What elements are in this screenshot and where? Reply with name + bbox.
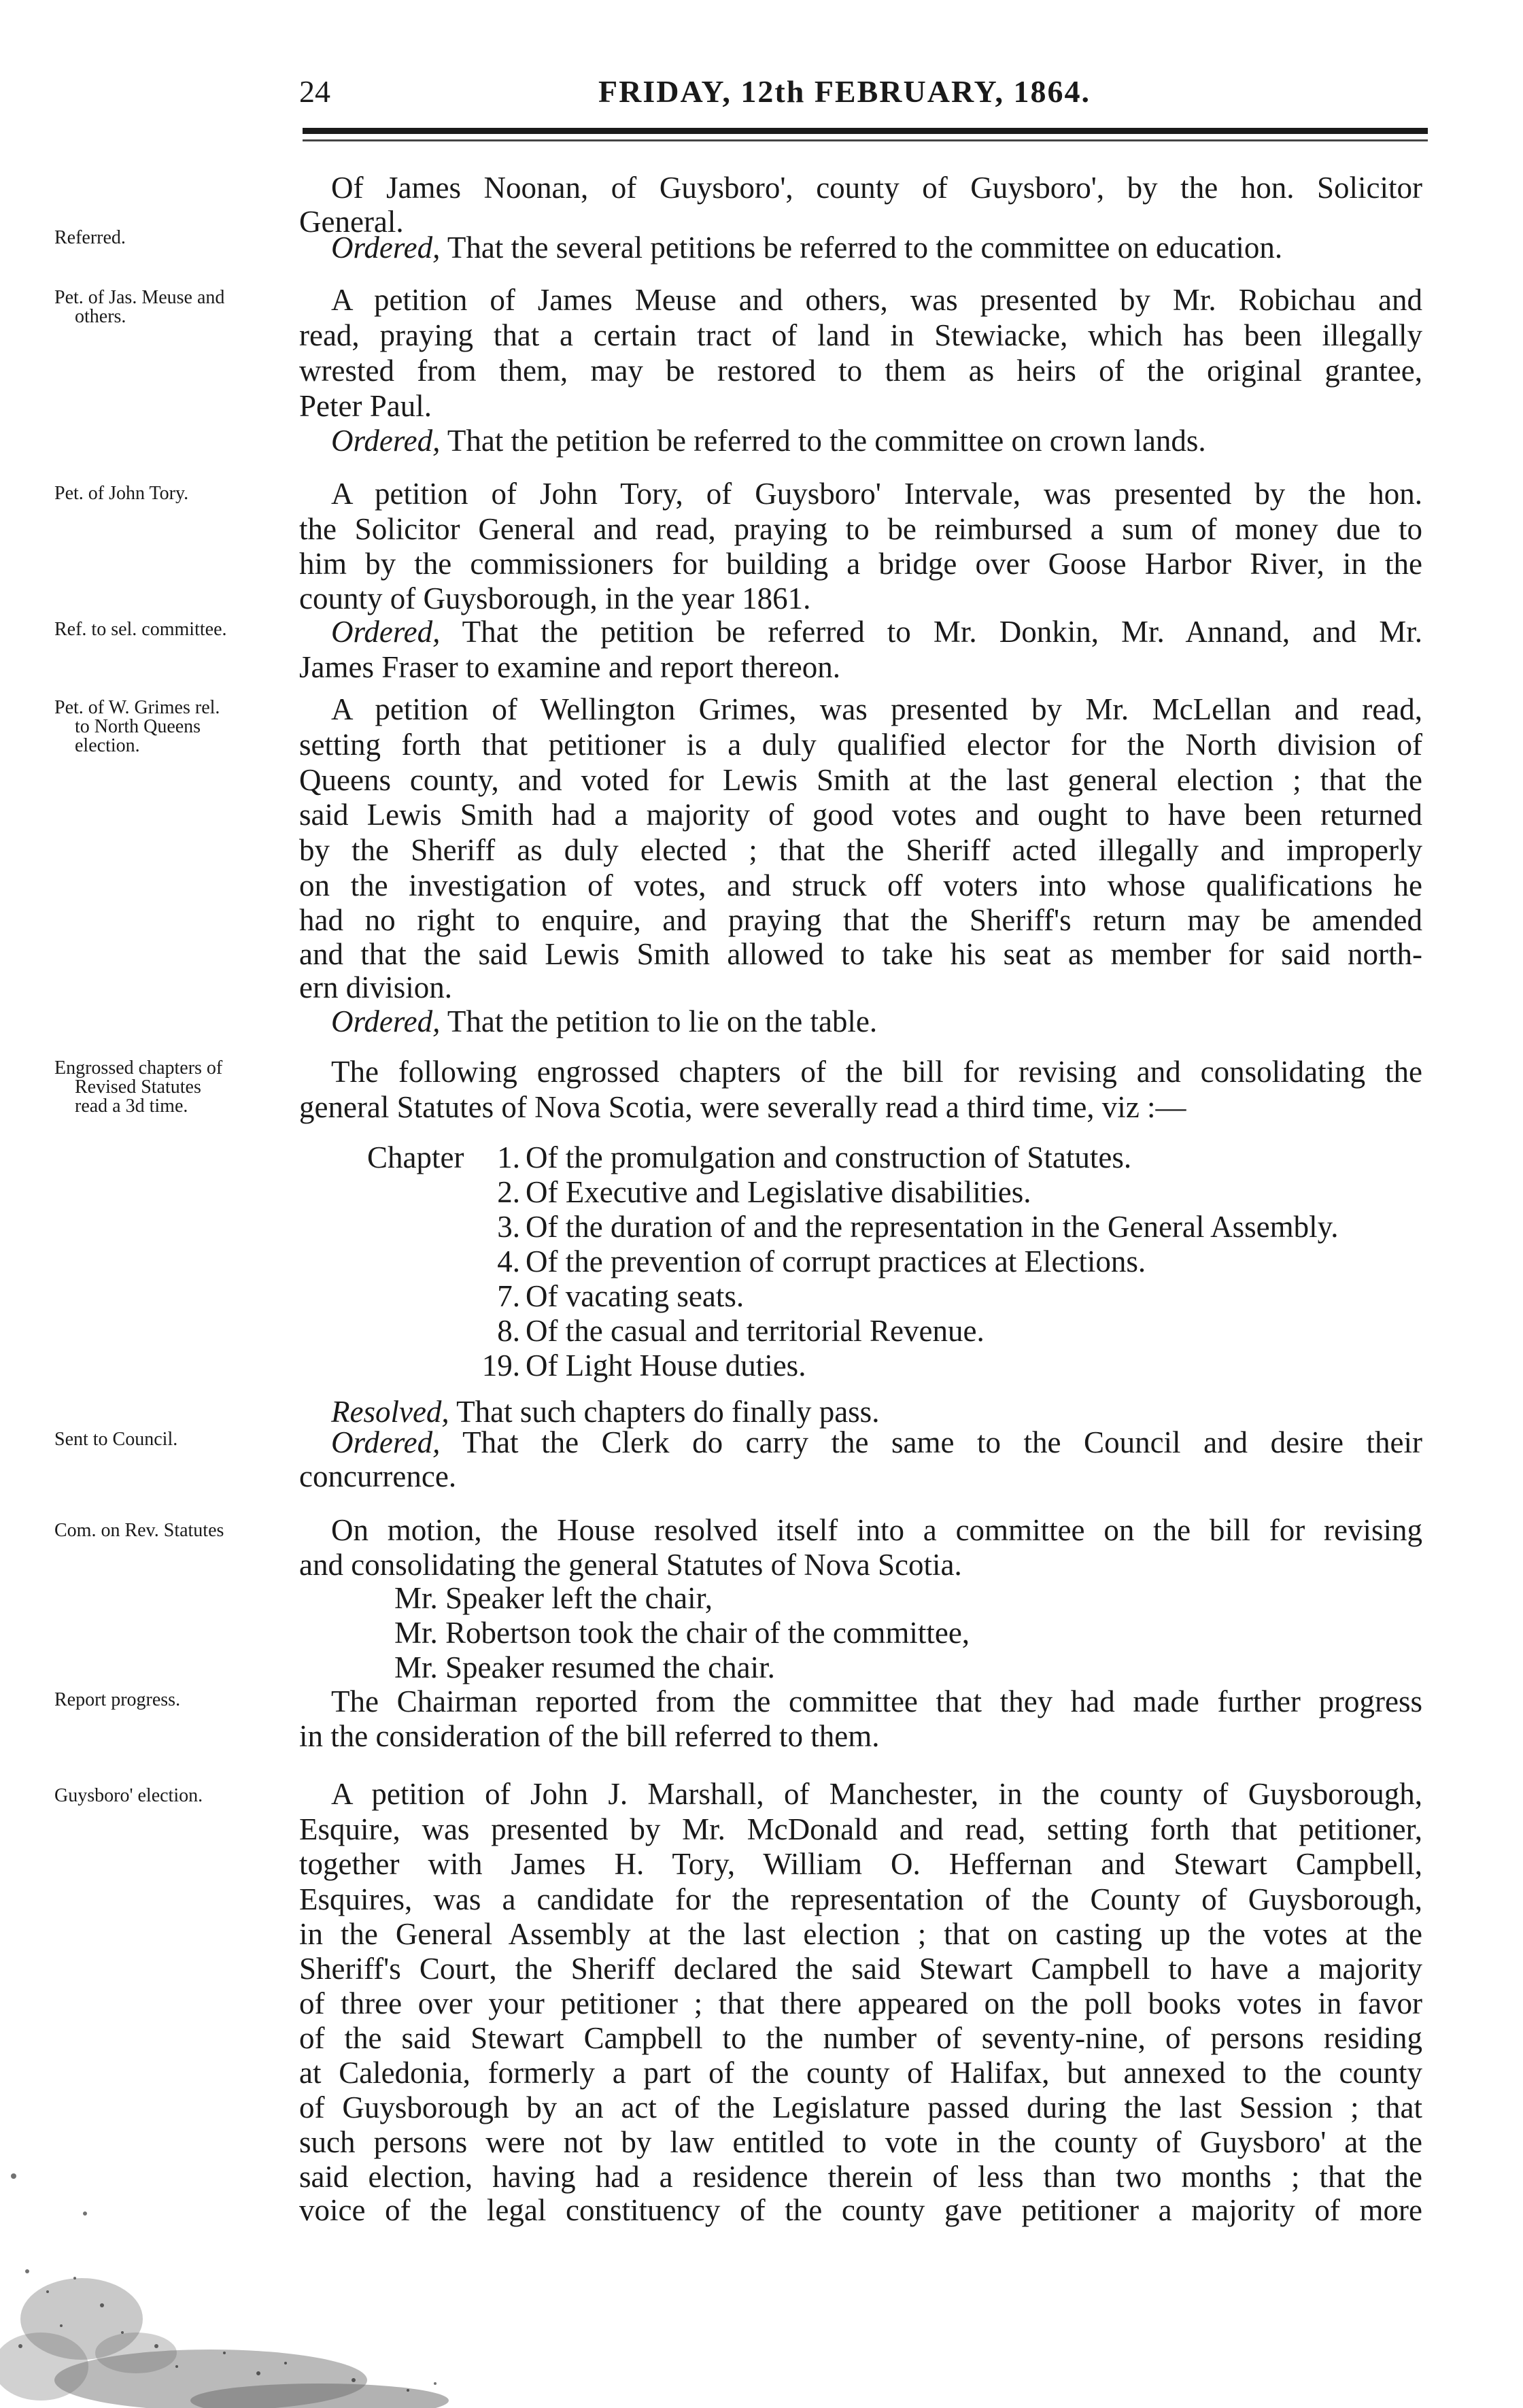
ordered-line <box>331 423 1422 458</box>
text-line: him by the commissioners for building a bridge over Goose Harbor River, in the <box>299 547 1422 581</box>
page-header <box>299 73 1424 128</box>
text-line: had no right to enquire, and praying that the Sheriff's return may be amended <box>299 903 1422 937</box>
text-line: said election, having had a residence therein of less than two months ; that the <box>299 2160 1422 2194</box>
margin-note <box>54 1786 299 1805</box>
text-line: together with James H. Tory, William O. Heffernan and Stewart Campbell, <box>299 1847 1422 1881</box>
margin-note-line: Com. on Rev. Statutes <box>54 1520 224 1541</box>
text-line: General. <box>299 205 404 239</box>
ordered-line <box>331 1425 1422 1460</box>
text-line: Queens county, and voted for Lewis Smith at the last general election ; that the <box>299 763 1422 797</box>
text-line: The Chairman reported from the committee that they had made further progress <box>331 1684 1422 1718</box>
margin-note-line: Engrossed chapters of <box>54 1057 223 1079</box>
ordered-word: Ordered, <box>331 424 441 458</box>
text-line: A petition of John J. Marshall, of Manchester, in the county of Guysborough, <box>331 1777 1422 1811</box>
ordered-line <box>331 614 1422 649</box>
page-number: 24 <box>299 74 330 109</box>
chapter-number: 2. <box>497 1175 520 1209</box>
chapter-title: Of Light House duties. <box>526 1349 806 1383</box>
margin-note-line: to North Queens <box>75 716 201 737</box>
text-line: A petition of John Tory, of Guysboro' Intervale, was presented by the hon. <box>331 477 1422 511</box>
margin-note <box>54 698 299 756</box>
text-line: on the investigation of votes, and struck off voters into whose qualifications he <box>299 868 1422 902</box>
ordered-text: That the petition be referred to the committee on crown lands. <box>440 424 1206 458</box>
ordered-line <box>331 1004 1422 1039</box>
ordered-text: That the Clerk do carry the same to the Council and desire their <box>440 1425 1422 1459</box>
text-line: wrested from them, may be restored to them as heirs of the original grantee, <box>299 354 1422 388</box>
chapter-title: Of the promulgation and construction of Statutes. <box>526 1140 1132 1174</box>
text-line: James Fraser to examine and report thereon. <box>299 650 840 684</box>
chapter-label: Chapter <box>367 1140 464 1174</box>
chapter-title: Of Executive and Legislative disabilities. <box>526 1175 1031 1209</box>
ordered-word: Ordered, <box>331 1425 441 1459</box>
text-line: in the consideration of the bill referred to them. <box>299 1719 880 1753</box>
text-line: Esquires, was a candidate for the representation of the County of Guysborough, <box>299 1882 1422 1916</box>
text-line: of Guysborough by an act of the Legislature passed during the last Session ; that <box>299 2090 1422 2124</box>
text-line: ern division. <box>299 970 452 1004</box>
margin-note-line: Pet. of Jas. Meuse and <box>54 287 225 308</box>
margin-note <box>54 288 299 326</box>
text-line: concurrence. <box>299 1459 457 1493</box>
chapter-title: Of the duration of and the representation in the General Assembly. <box>526 1210 1339 1244</box>
margin-note-line: Referred. <box>54 227 126 248</box>
ordered-word: Ordered, <box>331 231 441 265</box>
text-line: said Lewis Smith had a majority of good votes and ought to have been returned <box>299 798 1422 832</box>
text-line: by the Sheriff as duly elected ; that the Sheriff acted illegally and improperly <box>299 833 1422 867</box>
text-line: of the said Stewart Campbell to the number of seventy-nine, of persons residing <box>299 2021 1422 2055</box>
resolved-text: That such chapters do finally pass. <box>449 1395 880 1429</box>
text-line: county of Guysborough, in the year 1861. <box>299 581 811 615</box>
ordered-line <box>331 230 1422 265</box>
margin-note-line: Ref. to sel. committee. <box>54 619 227 640</box>
speaker-line: Mr. Speaker left the chair, <box>394 1581 713 1615</box>
ordered-word: Ordered, <box>331 615 441 649</box>
margin-note-line: Report progress. <box>54 1689 181 1710</box>
margin-note-line: Guysboro' election. <box>54 1785 203 1806</box>
chapter-number: 19. <box>481 1349 520 1383</box>
text-line: setting forth that petitioner is a duly qualified elector for the North division of <box>299 728 1422 762</box>
text-line: and consolidating the general Statutes of Nova Scotia. <box>299 1548 962 1582</box>
margin-note-line: election. <box>75 735 140 756</box>
text-line: On motion, the House resolved itself into a committee on the bill for revising <box>331 1513 1422 1547</box>
margin-note <box>54 1521 299 1540</box>
ordered-text: That the several petitions be referred to the committee on education. <box>440 231 1283 265</box>
chapter-title: Of vacating seats. <box>526 1279 745 1313</box>
ordered-text: That the petition be referred to Mr. Donkin, Mr. Annand, and Mr. <box>440 615 1422 649</box>
speaker-line: Mr. Robertson took the chair of the committee, <box>394 1616 970 1650</box>
text-line: general Statutes of Nova Scotia, were severally read a third time, viz :— <box>299 1090 1186 1124</box>
margin-note <box>54 1691 299 1710</box>
margin-note-line: Revised Statutes <box>75 1076 201 1098</box>
margin-note-line: read a 3d time. <box>75 1096 188 1117</box>
chapter-number: 4. <box>497 1244 520 1278</box>
margin-note <box>54 1059 299 1116</box>
ordered-text: That the petition to lie on the table. <box>440 1004 878 1038</box>
header-rule <box>303 128 1428 134</box>
margin-note <box>54 620 299 639</box>
text-line: such persons were not by law entitled to vote in the county of Guysboro' at the <box>299 2125 1422 2159</box>
margin-note <box>54 484 299 503</box>
margin-note-line: Pet. of W. Grimes rel. <box>54 697 220 718</box>
text-line: in the General Assembly at the last election ; that on casting up the votes at the <box>299 1917 1422 1951</box>
margin-note-line: Pet. of John Tory. <box>54 483 189 504</box>
speaker-line: Mr. Speaker resumed the chair. <box>394 1650 775 1684</box>
text-line: Esquire, was presented by Mr. McDonald and read, setting forth that petitioner, <box>299 1812 1422 1846</box>
chapter-number: 7. <box>497 1279 520 1313</box>
margin-note <box>54 1430 299 1449</box>
chapter-title: Of the prevention of corrupt practices at Elections. <box>526 1244 1146 1278</box>
text-line: Of James Noonan, of Guysboro', county of Guysboro', by the hon. Solicitor <box>331 171 1422 205</box>
text-line: at Caledonia, formerly a part of the county of Halifax, but annexed to the county <box>299 2056 1422 2090</box>
resolved-word: Resolved, <box>331 1395 449 1429</box>
chapter-number: 8. <box>497 1314 520 1348</box>
header-rule-thin <box>303 139 1428 141</box>
ordered-word: Ordered, <box>331 1004 441 1038</box>
text-line: Sheriff's Court, the Sheriff declared the said Stewart Campbell to have a majority <box>299 1952 1422 1986</box>
chapter-number: 1. <box>497 1140 520 1174</box>
text-line: the Solicitor General and read, praying to be reimbursed a sum of money due to <box>299 512 1422 546</box>
chapter-number: 3. <box>497 1210 520 1244</box>
chapter-title: Of the casual and territorial Revenue. <box>526 1314 985 1348</box>
text-line: A petition of Wellington Grimes, was presented by Mr. McLellan and read, <box>331 692 1422 726</box>
text-line: A petition of James Meuse and others, was presented by Mr. Robichau and <box>331 283 1422 317</box>
text-line: The following engrossed chapters of the bill for revising and consolidating the <box>331 1055 1422 1089</box>
text-line: and that the said Lewis Smith allowed to take his seat as member for said north- <box>299 937 1422 971</box>
running-head: FRIDAY, 12th FEBRUARY, 1864. <box>598 74 1091 109</box>
text-line: of three over your petitioner ; that there appeared on the poll books votes in favor <box>299 1986 1422 2020</box>
text-line: read, praying that a certain tract of land in Stewiacke, which has been illegally <box>299 318 1422 352</box>
paper-damage-mark <box>0 2149 476 2408</box>
margin-note-line: Sent to Council. <box>54 1429 178 1450</box>
text-line: Peter Paul. <box>299 389 432 423</box>
margin-note <box>54 228 299 248</box>
margin-note-line: others. <box>75 306 126 327</box>
text-line: voice of the legal constituency of the county gave petitioner a majority of more <box>299 2193 1422 2227</box>
